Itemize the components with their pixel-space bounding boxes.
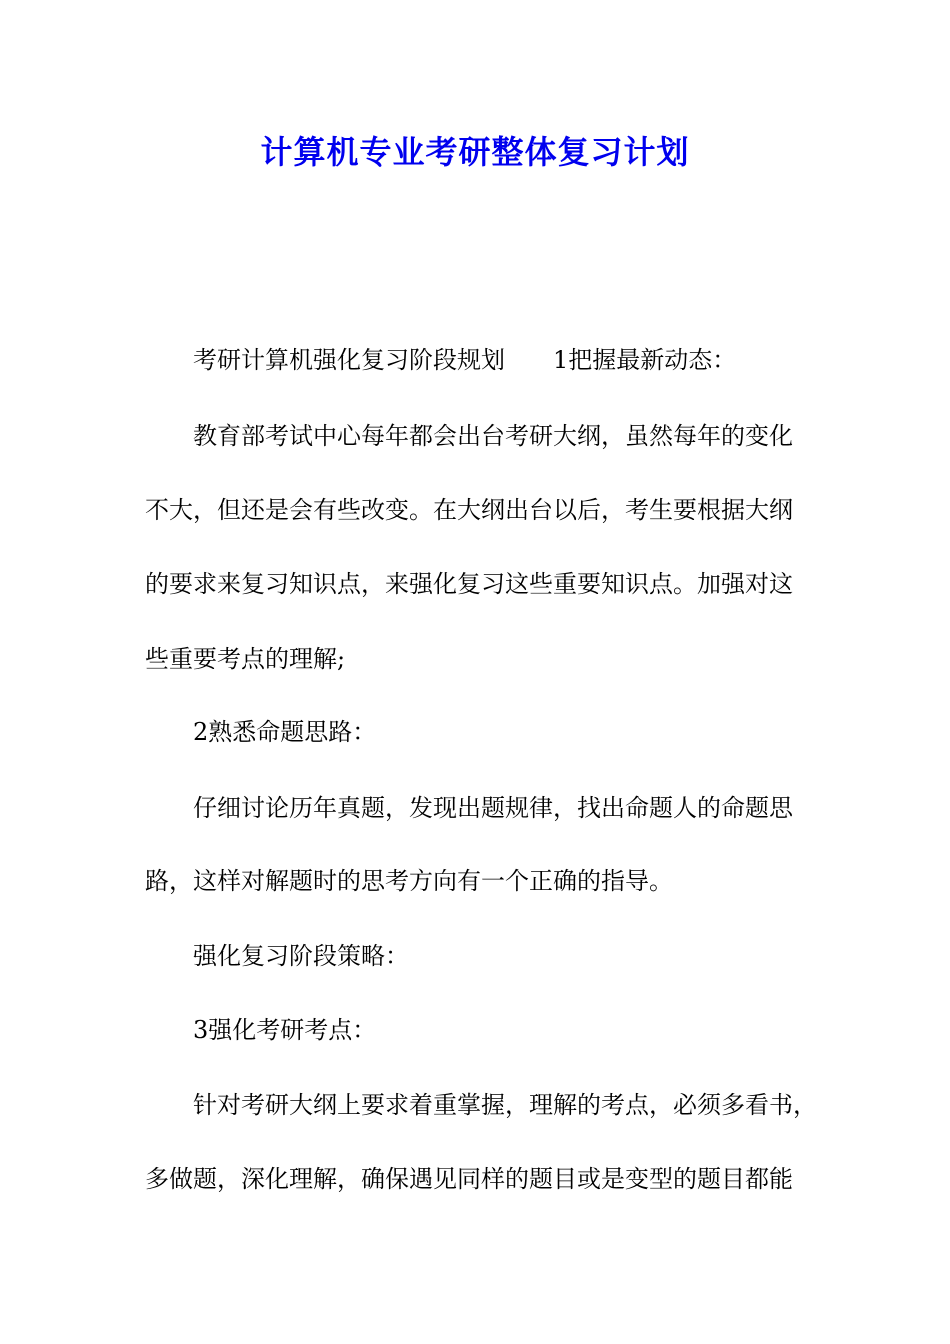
paragraph-line: 仔细讨论历年真题，发现出题规律，找出命题人的命题思 xyxy=(193,794,793,822)
paragraph-line: 的要求来复习知识点，来强化复习这些重要知识点。加强对这 xyxy=(145,570,793,598)
paragraph-line: 些重要考点的理解; xyxy=(145,645,346,673)
paragraph-line: 多做题，深化理解，确保遇见同样的题目或是变型的题目都能 xyxy=(145,1165,793,1193)
paragraph-line-point-3: 3强化考研考点： xyxy=(193,1016,377,1044)
document-title: 计算机专业考研整体复习计划 xyxy=(260,133,690,171)
paragraph-line: 不大，但还是会有些改变。在大纲出台以后，考生要根据大纲 xyxy=(145,496,793,524)
paragraph-line-subheading: 强化复习阶段策略： xyxy=(193,942,409,970)
paragraph-line: 针对考研大纲上要求着重掌握，理解的考点，必须多看书， xyxy=(193,1091,817,1119)
section-point-1: 1把握最新动态： xyxy=(553,346,737,374)
paragraph-line: 教育部考试中心每年都会出台考研大纲，虽然每年的变化 xyxy=(193,422,793,450)
section-heading: 考研计算机强化复习阶段规划 xyxy=(193,346,505,374)
paragraph-line-heading xyxy=(193,342,736,378)
paragraph-line-point-2: 2熟悉命题思路： xyxy=(193,718,377,746)
paragraph-line: 路，这样对解题时的思考方向有一个正确的指导。 xyxy=(145,867,673,895)
